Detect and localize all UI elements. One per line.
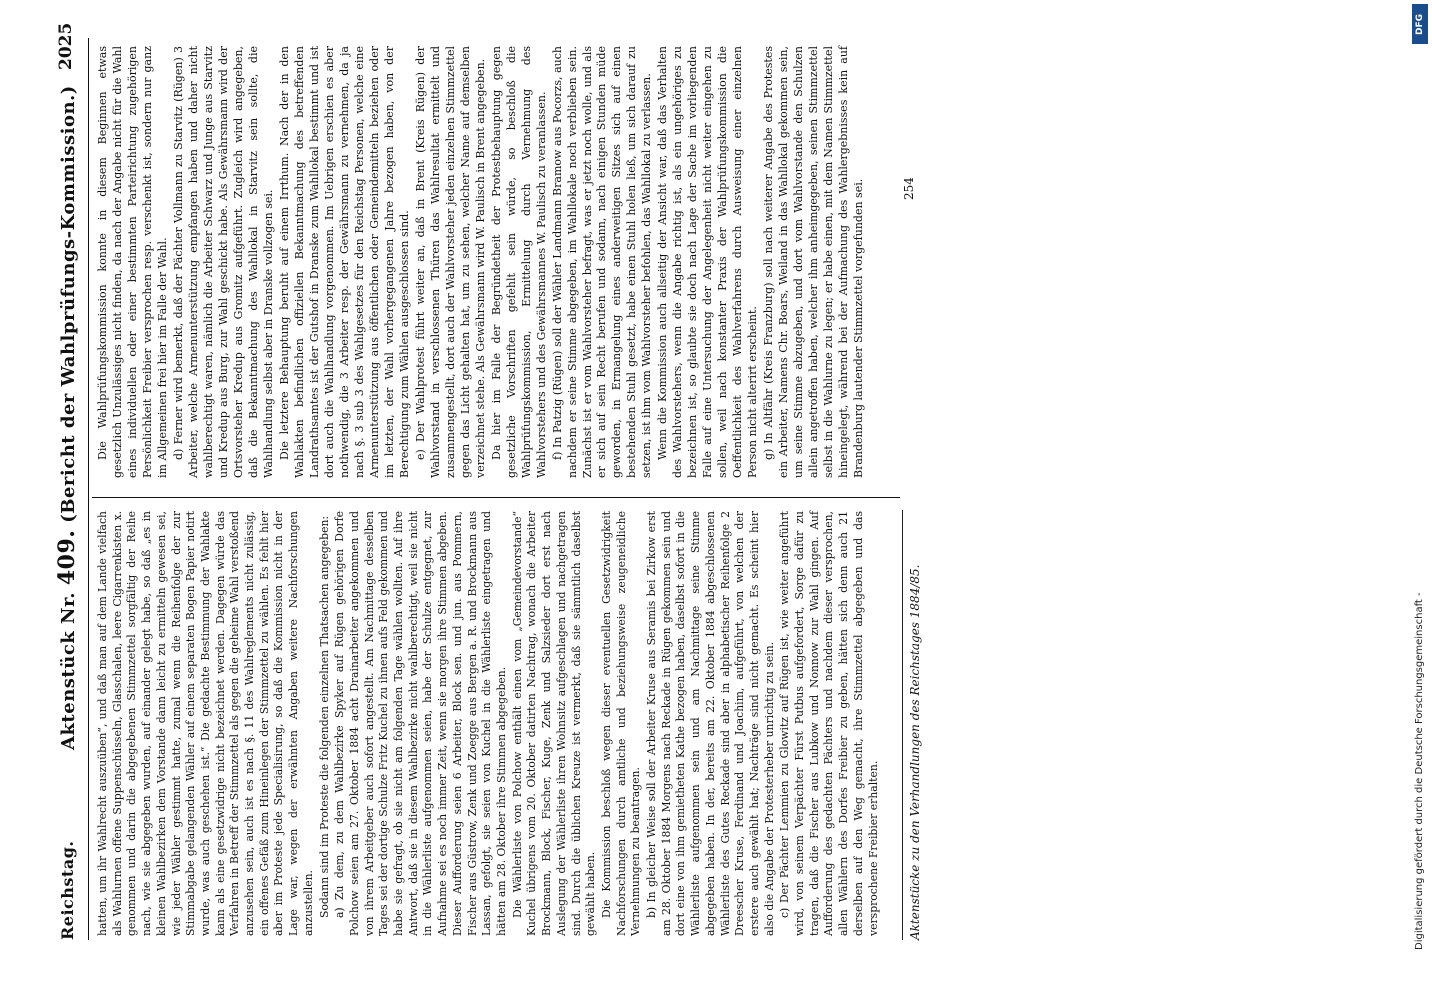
paragraph: hatten, um ihr Wahlrecht auszuüben“, und daß man auf dem Lande vielfach als Wahlurnen offene Suppenschüsseln, Glasschalen, leere Cigarrenkisten x. genommen und darin die abgegebenen Stimmzettel sorgfältig der Reihe nach, wie sie abgegeben wurden, auf einander gelegt habe, so daß „es in kleinen Wahlbezirken dem Vorstande dann leicht zu ermitteln gewesen sei, wie jeder Wähler gestimmt hatte, zumal wenn die Reihenfolge der zur Stimmabgabe gelangenden Wähler auf einem separaten Bogen Papier notirt wurde, was auch geschehen ist.“ Die gedachte Bestimmung der Wahlakte kann als eine gesetzwidrige nicht bezeichnet werden. Dagegen würde das Verfahren in Betreff der Stimmzettel als gegen die geheime Wahl verstoßend anzusehen sein, auch ist es nach §. 11 des Wahlreglements nicht zulässig, ein offenes Gefäß zum Hineinlegen der Stimmzettel zu wählen. Es fehlt hier aber im Proteste jede Specialisirung, so daß die Kommission nicht in der Lage war, wegen der erwähnten Angaben weitere Nachforschungen anzustellen. (96, 511, 315, 936)
paragraph: Da hier im Falle der Begründetheit der Protestbehauptung gegen gesetzliche Vorschriften gefehlt sein würde, so beschloß die Wahlprüfungskommission, Ermittelung durch Vernehmung des Wahlvorstehers und des Gewährsmannes W. Paulisch zu veranlassen. (489, 46, 548, 478)
paragraph: g) In Altfähr (Kreis Franzburg) soll nach weiterer Angabe des Protestes ein Arbeiter, Namens Chr. Boars, Weiland in das Wahllokal gekommen sein, um seine Stimme abzugeben, und dort vom Wahlvorstande den Schulzen allein angetroffen haben, welcher ihm anheimgegeben, seinen Stimmzettel selbst in die Wahlurne zu legen; er habe einen, mit dem Namen Stimmzettel hineingelegt, während bei der Aufmachung des Wahlergebnisses kein auf Brandenburg lautender Stimmzettel vorgefunden sei. (762, 46, 866, 478)
header-rule (88, 38, 89, 940)
left-column (96, 511, 882, 936)
dfg-logo-badge: DFG (1412, 4, 1428, 44)
right-column (96, 46, 868, 478)
column-divider (92, 497, 900, 498)
paragraph: d) Ferner wird bemerkt, daß der Pächter Vollmann zu Starvitz (Rügen) 3 Arbeiter, welche Armenunterstützung empfangen haben und daher nicht wahlberechtigt waren, nämlich die Arbeiter Schwarz und Junge aus Starvitz und Kredup aus Burg, zur Wahl geschickt habe. Als Gewährsmann wird der Ortsvorsteher Kredup aus Gromitz aufgeführt. Zugleich wird angegeben, daß die Bekanntmachung des Wahllokal in Starvitz sein sollte, die Wahlhandlung selbst aber in Dranske vollzogen sei. (171, 46, 275, 478)
paragraph: Die Wählerliste von Polchow enthält einen vom „Gemeindevorstande“ Kuchel übrigens vom 20. Oktober datirten Nachtrag, wonach die Arbeiter Brockmann, Block, Fischer, Kuge, Zenk und Salzsieder dort erst nach Auslegung der Wählerliste ihren Wohnsitz aufgeschlagen und nachgetragen sind. Durch die üblichen Kreuze ist vermerkt, daß sie sämmtlich daselbst gewählt haben. (510, 511, 598, 936)
header-left: Reichstag. (58, 840, 77, 940)
footer-text: Aktenstücke zu den Verhandlungen des Reichstages 1884/85. (908, 564, 922, 940)
header-center (54, 85, 80, 750)
footer-page-number: 254 (902, 177, 916, 200)
paragraph: f) In Patzig (Rügen) soll der Wähler Landmann Bramow aus Pocorzs, auch nachdem er seine Stimme abgegeben, im Wahllokale noch verblieben sein. Zunächst ist er vom Wahlvorsteher befragt, was er jetzt noch wolle, und als er sich auf sein Recht berufen und sodann, nach einigen Stunden müde geworden, in Ermangelung eines anderweitigen Sitzes sich auf einen bestehenden Stuhl gesetzt, habe einen Stuhl holen ließ, um sich darauf zu setzen, ist ihm vom Wahlvorsteher befohlen, das Wahllokal zu verlassen. (550, 46, 654, 478)
paragraph: Die Kommission beschloß wegen dieser eventuellen Gesetzwidrigkeit Nachforschungen durch amtliche und beziehungsweise zeugeneidliche Vernehmungen zu beantragen. (599, 511, 643, 936)
digitization-notice: Digitalisierung gefördert durch die Deutsche Forschungsgemeinschaft - (1414, 592, 1425, 950)
paragraph: Sodann sind im Proteste die folgenden einzelnen Thatsachen angegeben: (317, 515, 331, 918)
footer-rule (902, 510, 903, 940)
paragraph: Wenn die Kommission auch allseitig der Ansicht war, daß das Verhalten des Wahlvorstehers, wenn die Angabe richtig ist, als ein ungehöriges zu bezeichnen ist, so glaubte sie doch nach Lage der Sache im vorliegenden Falle auf eine Untersuchung der Angelegenheit nicht weiter eingehen zu sollen, weil nach konstanter Praxis der Wahlprüfungskommission die Oeffentlichkeit des Wahlverfahrens durch Ausweisung einer einzelnen Person nicht alterirt erscheint. (656, 46, 760, 478)
header-page-number: 2025 (56, 22, 76, 70)
paragraph: Die Wahlprüfungskommission konnte in diesem Beginnen etwas gesetzlich Unzulässiges nicht finden, da nach der Angabe nicht für die Wahl eines individuellen oder einer bestimmten Parteirichtung zugehörigen Persönlichkeit Freibier versprochen resp. verschenkt ist, sondern nur ganz im Allgemeinen frei hier im Falle der Wahl. (96, 46, 169, 478)
paragraph: Die letztere Behauptung beruht auf einem Irrthum. Nach der in den Wahlakten befindlichen offiziellen Bekanntmachung des betreffenden Landrathsamtes ist der Gutshof in Dranske zum Wahllokal bestimmt und ist dort auch die Wahlhandlung vorgenommen. Im Uebrigen erschien es aber nothwendig, die 3 Arbeiter resp. der Gewährsmann zu vernehmen, da ja nach §. 3 sub 3 des Wahlgesetzes für den Reichstag Personen, welche eine Armenunterstützung aus öffentlichen oder Gemeindemitteln beziehen oder im letzten, der Wahl vorhergegangenen Jahre bezogen haben, von der Berechtigung zum Wählen ausgeschlossen sind. (277, 46, 411, 478)
paragraph: b) In gleicher Weise soll der Arbeiter Kruse aus Seramis bei Zirkow erst am 28. Oktober 1884 Morgens nach Reckade in Rügen gekommen sein und dort eine von ihm gemietheten Kathe bezogen haben, daselbst sofort in die Wählerliste aufgenommen sein und am Nachmittage seine Stimme abgegeben haben. In der, bereits am 22. Oktober 1884 abgeschlossenen Wählerliste des Gutes Reckade sind aber in alphabetischer Reihenfolge 2 Dreescher Kruse, Ferdinand und Joachim, aufgeführt, von welchen der erstere auch gewählt hat; Nachträge sind nicht gemacht. Es scheint hier also die Angabe der Protesterheber unrichtig zu sein. (645, 511, 776, 936)
header-doc-title: (Bericht der Wahlprüfungs-Kommission.) (58, 85, 79, 523)
header-doc-prefix: Aktenstück Nr. (58, 591, 79, 750)
paragraph: c) Der Pächter Lemmien zu Glowitz auf Rügen ist, wie weiter angeführt wird, von seinem Verpächter Fürst Putbus aufgefordert, Sorge dafür zu tragen, daß die Fischer aus Lubkow und Nonnow zur Wahl gingen. Auf Aufforderung des gedachten Pächters und nachdem dieser versprochen, allen Wählern des Dorfes Freibier zu geben, hätten sich denn auch 21 derselben auf den Weg gemacht, ihre Stimmzettel abgegeben und das versprochene Freibier erhalten. (778, 511, 880, 936)
header-doc-number: 409. (54, 529, 80, 586)
paragraph: a) Zu dem, zu dem Wahlbezirke Spyker auf Rügen gehörigen Dorfe Polchow seien am 27. Oktober 1884 acht Drainarbeiter angekommen und von ihrem Arbeitgeber auch sofort angestellt. Am Nachmittage desselben Tages sei der dortige Schulze Fritz Kuchel zu ihnen aufs Feld gekommen und habe sie gefragt, ob sie nicht am folgenden Tage wählen wollten. Auf ihre Antwort, daß sie in diesem Wahlbezirke nicht wahlberechtigt, weil sie nicht in die Wählerliste aufgenommen seien, habe der Schulze entgegnet, zur Aufnahme sei es noch immer Zeit, wenn sie morgen ihre Stimmen abgeben. Dieser Aufforderung seien 6 Arbeiter, Block sen. und jun. aus Pommern, Fischer aus Güstrow, Zenk und Zoegge aus Bergen a. R. und Brockmann aus Lassan, gefolgt, sie seien von Kuchel in die Wählerliste eingetragen und hätten am 28. Oktober ihre Stimmen abgegeben. (333, 511, 508, 936)
paragraph: e) Der Wahlprotest führt weiter an, daß in Brent (Kreis Rügen) der Wahlvorstand in verschlossenen Thüren das Wahlresultat ermittelt und zusammengestellt, dort auch der Wahlvorsteher jeden einzelnen Stimmzettel gegen das Licht gehalten hat, um zu sehen, welcher Name auf demselben verzeichnet stehe. Als Gewährsmann wird W. Paulisch in Brent angegeben. (413, 46, 487, 478)
